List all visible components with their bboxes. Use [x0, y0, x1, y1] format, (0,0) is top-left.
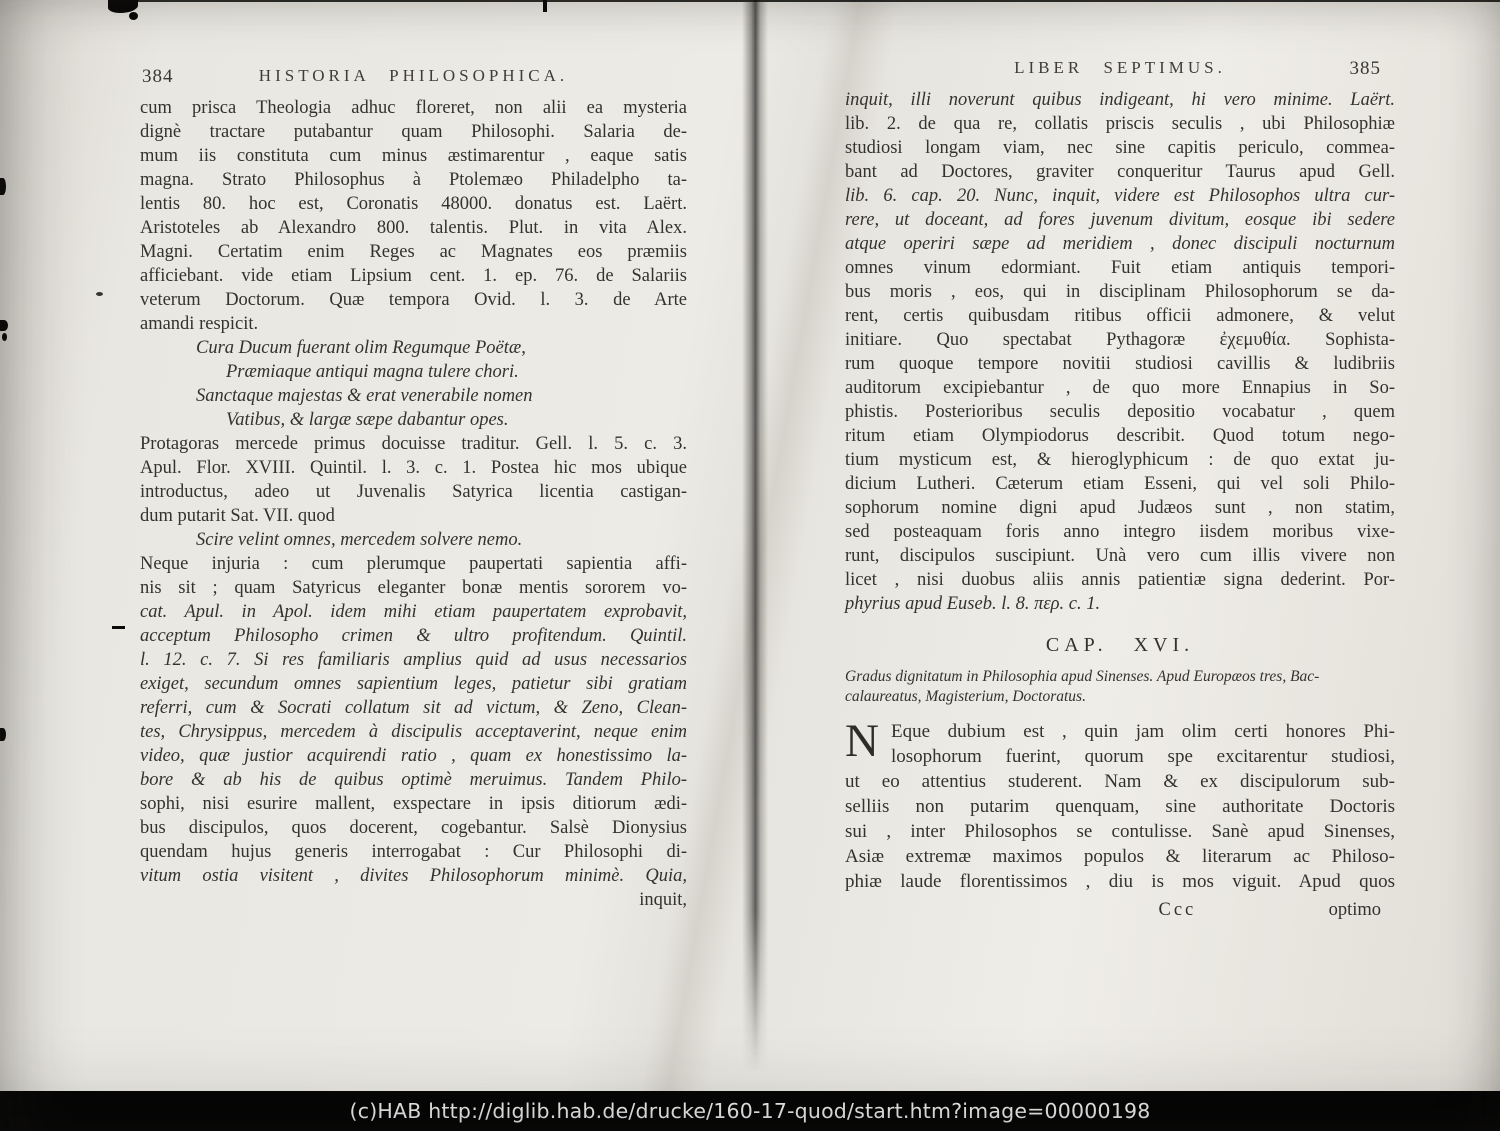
text-line: introductus, adeo ut Juvenalis Satyrica licentia castigan- — [140, 482, 687, 502]
chapter-body-lines — [845, 715, 1395, 894]
text-line: omnes vinum edormiant. Fuit etiam antiquis tempori- — [845, 258, 1395, 278]
footer-bar — [0, 1091, 1500, 1131]
book-gutter-shadow — [742, 0, 768, 1072]
text-line: phistis. Posterioribus seculis depositio vocabatur , quem — [845, 402, 1395, 422]
text-line: auditorum excipiebantur , de quo more Ennapius in So- — [845, 378, 1395, 398]
scan-ink-blot — [543, 0, 547, 12]
text-line: runt, discipulos suscipiunt. Unà vero cum illis vivere non — [845, 546, 1395, 566]
text-line: sophorum nomine digni apud Judæos sunt , non statim, — [845, 498, 1395, 518]
text-line: rent, certis quibusdam ritibus officii admonere, & velut — [845, 306, 1395, 326]
right-page-number: 385 — [1349, 58, 1381, 79]
text-line: phyrius apud Euseb. l. 8. περ. c. 1. — [845, 594, 1101, 614]
text-line: phiæ laude florentissimos , diu is mos viguit. Apud quos — [845, 871, 1395, 892]
text-line: sui , inter Philosophos se contulisse. Sanè apud Sinenses, — [845, 821, 1395, 842]
text-line: l. 12. c. 7. Si res familiaris amplius quid ad usus necessarios — [140, 650, 687, 670]
left-page-number: 384 — [142, 66, 174, 87]
signature-mark: Ccc — [1158, 900, 1197, 920]
scan-edge-mark — [2, 333, 7, 341]
text-line: veterum Doctorum. Quæ tempora Ovid. l. 3. de Arte — [140, 290, 687, 310]
scan-top-edge-artifact — [118, 0, 1500, 2]
scan-edge-mark — [0, 320, 8, 331]
text-line: bus moris , eos, qui in disciplinam Philosophorum se da- — [845, 282, 1395, 302]
text-line: lib. 2. de qua re, collatis priscis seculis , ubi Philosophiæ — [845, 114, 1395, 134]
right-text-block — [845, 88, 1395, 616]
text-line: ritum etiam Olympiodorus describit. Quod totum nego- — [845, 426, 1395, 446]
text-line: Asiæ extremæ maximos populos & literarum ac Philoso- — [845, 846, 1395, 867]
text-line: Vatibus, & largæ sæpe dabantur opes. — [226, 410, 509, 430]
right-running-head — [845, 58, 1395, 86]
text-line: dicium Lutheri. Cæterum etiam Esseni, qui vel soli Philo- — [845, 474, 1395, 494]
scan-edge-mark — [0, 178, 6, 195]
drop-cap: N — [845, 715, 879, 767]
text-line: Apul. Flor. XVIII. Quintil. l. 3. c. 1. Postea hic mos ubique — [140, 458, 687, 478]
margin-dash-mark — [112, 626, 125, 629]
text-line: ut eo attentius studerent. Nam & ex discipulorum sub- — [845, 771, 1395, 792]
text-line: amandi respicit. — [140, 314, 259, 334]
text-line: afficiebant. vide etiam Lipsium cent. 1. ep. 76. de Salariis — [140, 266, 687, 286]
text-line: Præmiaque antiqui magna tulere chori. — [226, 362, 519, 382]
text-line: Magni. Certatim enim Reges ac Magnates eos præmiis — [140, 242, 687, 262]
scan-edge-mark — [0, 728, 6, 741]
text-line: nis sit ; quam Satyricus eleganter bonæ mentis sororem vo- — [140, 578, 687, 598]
left-running-title: HISTORIA PHILOSOPHICA. — [258, 66, 569, 85]
text-line: tium mysticum est, & hieroglyphicum : de quo extat ju- — [845, 450, 1395, 470]
catchword: optimo — [1328, 900, 1381, 920]
text-line: exiget, secundum omnes sapientium leges, patietur sibi gratiam — [140, 674, 687, 694]
text-line: sophi, nisi esurire mallent, exspectare in ipsis ditiorum ædi- — [140, 794, 687, 814]
chapter-heading: CAP. XVI. — [1045, 634, 1195, 656]
text-line: cum prisca Theologia adhuc floreret, non alii ea mysteria — [140, 98, 687, 118]
text-line: vitum ostia visitent , divites Philosophorum minimè. Quia, — [140, 866, 687, 886]
text-line: calaureatus, Magisterium, Doctoratus. — [845, 688, 1086, 705]
text-line: sed posteaquam foris anno integro iisdem moribus vixe- — [845, 522, 1395, 542]
text-line: tes, Chrysippus, mercedem à discipulis acceptaverint, neque enim — [140, 722, 687, 742]
text-line: licet , nisi duobus aliis annis patientiæ signa dederint. Por- — [845, 570, 1395, 590]
text-line: Protagoras mercede primus docuisse traditur. Gell. l. 5. c. 3. — [140, 434, 687, 454]
text-line: bore & ab his de quibus optimè meruimus. Tandem Philo- — [140, 770, 687, 790]
text-line: quendam hujus generis interrogabat : Cur Philosophi di- — [140, 842, 687, 862]
text-line: Sanctaque majestas & erat venerabile nomen — [196, 386, 533, 406]
catchline — [845, 900, 1395, 924]
text-line: dignè tractare putabantur quam Philosophi. Salaria de- — [140, 122, 687, 142]
text-line: inquit, illi noverunt quibus indigeant, hi vero minime. Laërt. — [845, 90, 1395, 110]
left-text-block — [140, 96, 687, 912]
text-line: Eque dubium est , quin jam olim certi honores Phi- — [891, 721, 1395, 742]
chapter-argument — [845, 667, 1395, 707]
left-page — [140, 66, 687, 912]
text-line: lib. 6. cap. 20. Nunc, inquit, videre est Philosophos ultra cur- — [845, 186, 1395, 206]
text-line: bus discipulos, quos docerent, cogebantur. Salsè Dionysius — [140, 818, 687, 838]
text-line: Scire velint omnes, mercedem solvere nemo. — [196, 530, 523, 550]
text-line: referri, cum & Socrati collatum sit ad victum, & Zeno, Clean- — [140, 698, 687, 718]
text-line: magna. Strato Philosophus à Ptolemæo Philadelpho ta- — [140, 170, 687, 190]
text-line: acceptum Philosopho crimen & ultro profitendum. Quintil. — [140, 626, 687, 646]
text-line: rum quoque tempore novitii studiosi cavillis & ludibriis — [845, 354, 1395, 374]
text-line: Cura Ducum fuerant olim Regumque Poëtæ, — [196, 338, 526, 358]
text-line: cat. Apul. in Apol. idem mihi etiam paupertatem exprobavit, — [140, 602, 687, 622]
text-line: initiare. Quo spectabat Pythagoræ ἐχεμυθία. Sophista- — [845, 330, 1395, 350]
scan-speck — [96, 292, 103, 296]
text-line: Aristoteles ab Alexandro 800. talentis. Plut. in vita Alex. — [140, 218, 687, 238]
text-line: Neque injuria : cum plerumque paupertati sapientia affi- — [140, 554, 687, 574]
right-running-title: LIBER SEPTIMUS. — [1014, 58, 1226, 77]
footer-caption: (c)HAB http://diglib.hab.de/drucke/160-17-quod/start.htm?image=00000198 — [349, 1099, 1151, 1123]
text-line: video, quæ justior acquirendi ratio , quam ex honestissimo la- — [140, 746, 687, 766]
text-line: mum iis constituta cum minus æstimarentur , eaque satis — [140, 146, 687, 166]
right-page — [845, 58, 1395, 924]
scan-ink-blot — [129, 12, 138, 20]
text-line: rere, ut doceant, ad fores juvenum divitum, eosque ibi sedere — [845, 210, 1395, 230]
text-line: lentis 80. hoc est, Coronatis 48000. donatus est. Laërt. — [140, 194, 687, 214]
text-line: Gradus dignitatum in Philosophia apud Sinenses. Apud Europæos tres, Bac- — [845, 668, 1320, 685]
text-line: selliis non putarim quenquam, sine authoritate Doctoris — [845, 796, 1395, 817]
left-running-head — [140, 66, 687, 94]
text-line: dum putarit Sat. VII. quod — [140, 506, 335, 526]
text-line: inquit, — [639, 890, 687, 910]
text-line: bant ad Doctores, graviter conqueritur Taurus apud Gell. — [845, 162, 1395, 182]
text-line: losophorum fuerint, quorum spe excitarentur studiosi, — [891, 746, 1395, 767]
text-line: studiosi longam viam, nec sine capitis periculo, commea- — [845, 138, 1395, 158]
text-line: atque operiri sæpe ad meridiem , donec discipuli nocturnum — [845, 234, 1395, 254]
chapter-body — [845, 715, 1395, 894]
